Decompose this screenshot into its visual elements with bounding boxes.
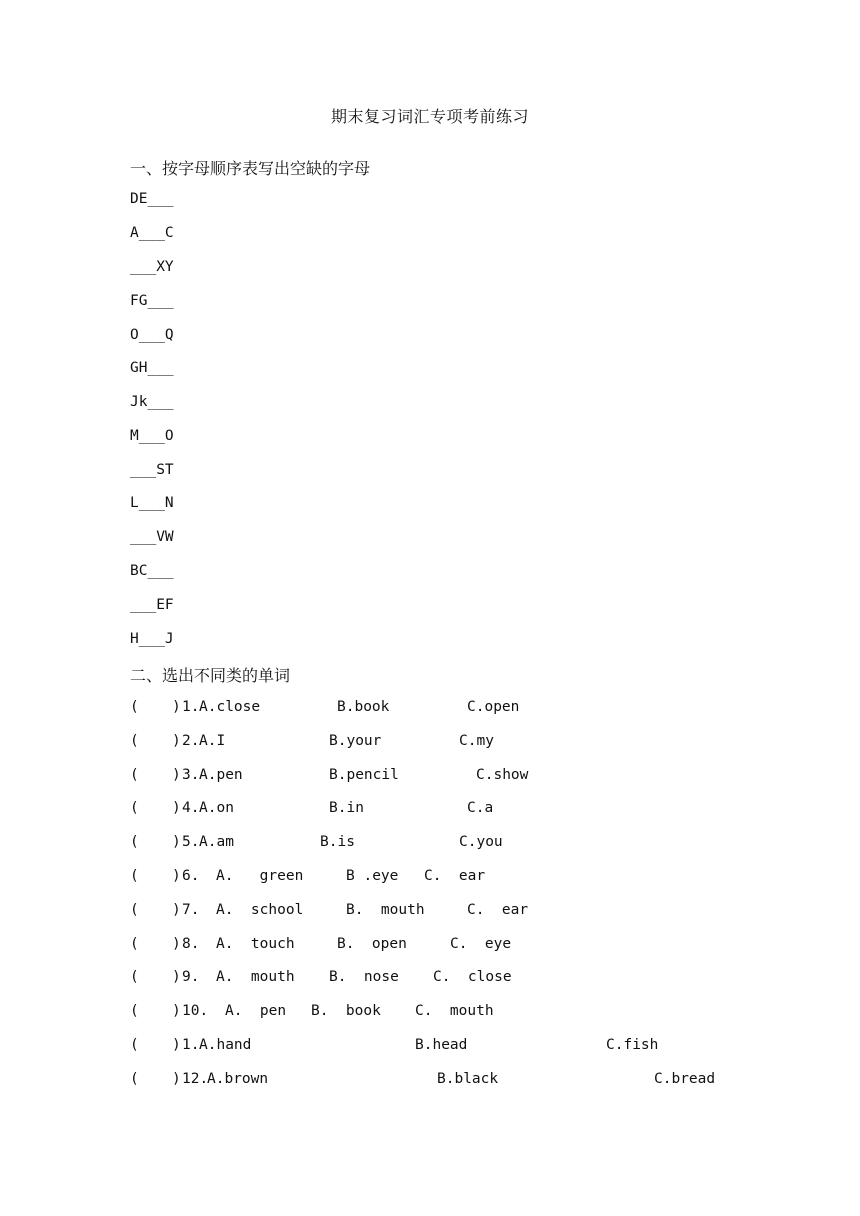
option-b: B.in xyxy=(329,800,364,816)
question-number: 5. xyxy=(182,834,200,850)
option-b: B.black xyxy=(437,1071,499,1087)
answer-paren-left: ( xyxy=(130,902,139,918)
option-c: C. ear xyxy=(424,868,486,884)
option-b: B. book xyxy=(311,1003,381,1019)
letter-item: BC___ xyxy=(130,563,174,579)
letter-item: ___EF xyxy=(130,597,174,613)
answer-paren-right: ) xyxy=(172,1071,181,1087)
option-b: B.book xyxy=(337,699,390,715)
option-a: A.I xyxy=(199,733,226,749)
option-a: A.hand xyxy=(199,1037,252,1053)
question-number: 1. xyxy=(182,699,200,715)
letter-item: M___O xyxy=(130,428,174,444)
answer-paren-right: ) xyxy=(172,733,181,749)
option-a: A.close xyxy=(199,699,261,715)
answer-paren-right: ) xyxy=(172,834,181,850)
answer-paren-left: ( xyxy=(130,699,139,715)
question-number: 8. xyxy=(182,936,200,952)
option-a: A. pen xyxy=(225,1003,287,1019)
answer-paren-left: ( xyxy=(130,1037,139,1053)
letter-item: O___Q xyxy=(130,327,174,343)
answer-paren-left: ( xyxy=(130,834,139,850)
letter-item: DE___ xyxy=(130,191,174,207)
question-row xyxy=(130,902,750,922)
question-row xyxy=(130,733,750,753)
answer-paren-right: ) xyxy=(172,902,181,918)
letter-item: ___VW xyxy=(130,529,174,545)
question-number: 1. xyxy=(182,1037,200,1053)
answer-paren-right: ) xyxy=(172,1003,181,1019)
question-number: 7. xyxy=(182,902,200,918)
option-a: A. touch xyxy=(216,936,295,952)
option-c: C. ear xyxy=(467,902,529,918)
question-number: 2. xyxy=(182,733,200,749)
answer-paren-right: ) xyxy=(172,936,181,952)
letter-item: L___N xyxy=(130,495,174,511)
question-row xyxy=(130,1037,750,1057)
question-number: 12. xyxy=(182,1071,209,1087)
answer-paren-right: ) xyxy=(172,969,181,985)
question-number: 9. xyxy=(182,969,200,985)
option-c: C.bread xyxy=(654,1071,716,1087)
letter-item: ___ST xyxy=(130,462,174,478)
option-a: A. green xyxy=(216,868,304,884)
option-b: B. nose xyxy=(329,969,399,985)
answer-paren-left: ( xyxy=(130,1071,139,1087)
option-c: C.a xyxy=(467,800,494,816)
page-title: 期末复习词汇专项考前练习 xyxy=(330,107,529,126)
question-number: 6. xyxy=(182,868,200,884)
answer-paren-left: ( xyxy=(130,1003,139,1019)
option-c: C.my xyxy=(459,733,494,749)
option-c: C. close xyxy=(433,969,512,985)
option-c: C.fish xyxy=(606,1037,659,1053)
option-c: C. mouth xyxy=(415,1003,494,1019)
option-a: A.on xyxy=(199,800,234,816)
letter-item: ___XY xyxy=(130,259,174,275)
question-row xyxy=(130,1071,750,1091)
option-a: A. school xyxy=(216,902,304,918)
letter-item: Jk___ xyxy=(130,394,174,410)
question-number: 4. xyxy=(182,800,200,816)
answer-paren-left: ( xyxy=(130,800,139,816)
answer-paren-right: ) xyxy=(172,699,181,715)
answer-paren-right: ) xyxy=(172,1037,181,1053)
answer-paren-left: ( xyxy=(130,936,139,952)
question-row xyxy=(130,936,750,956)
option-b: B. mouth xyxy=(346,902,425,918)
question-row xyxy=(130,1003,750,1023)
question-number: 10. xyxy=(182,1003,209,1019)
question-row xyxy=(130,868,750,888)
question-row xyxy=(130,969,750,989)
option-b: B.pencil xyxy=(329,767,399,783)
answer-paren-right: ) xyxy=(172,800,181,816)
question-row xyxy=(130,800,750,820)
option-b: B .eye xyxy=(346,868,399,884)
option-a: A.pen xyxy=(199,767,243,783)
option-c: C. eye xyxy=(450,936,512,952)
answer-paren-left: ( xyxy=(130,767,139,783)
answer-paren-left: ( xyxy=(130,733,139,749)
section-1-heading: 一、按字母顺序表写出空缺的字母 xyxy=(130,159,371,178)
option-b: B.head xyxy=(415,1037,468,1053)
question-row xyxy=(130,834,750,854)
option-b: B.your xyxy=(329,733,382,749)
question-row xyxy=(130,699,750,719)
option-c: C.you xyxy=(459,834,503,850)
option-a: A. mouth xyxy=(216,969,295,985)
option-b: B.is xyxy=(320,834,355,850)
option-c: C.open xyxy=(467,699,520,715)
option-a: A.brown xyxy=(207,1071,269,1087)
option-a: A.am xyxy=(199,834,234,850)
answer-paren-right: ) xyxy=(172,868,181,884)
answer-paren-right: ) xyxy=(172,767,181,783)
letter-item: A___C xyxy=(130,225,174,241)
answer-paren-left: ( xyxy=(130,969,139,985)
section-2-heading: 二、选出不同类的单词 xyxy=(130,666,291,685)
answer-paren-left: ( xyxy=(130,868,139,884)
question-row xyxy=(130,767,750,787)
option-c: C.show xyxy=(476,767,529,783)
option-b: B. open xyxy=(337,936,407,952)
letter-item: GH___ xyxy=(130,360,174,376)
letter-item: H___J xyxy=(130,631,174,647)
letter-item: FG___ xyxy=(130,293,174,309)
question-number: 3. xyxy=(182,767,200,783)
